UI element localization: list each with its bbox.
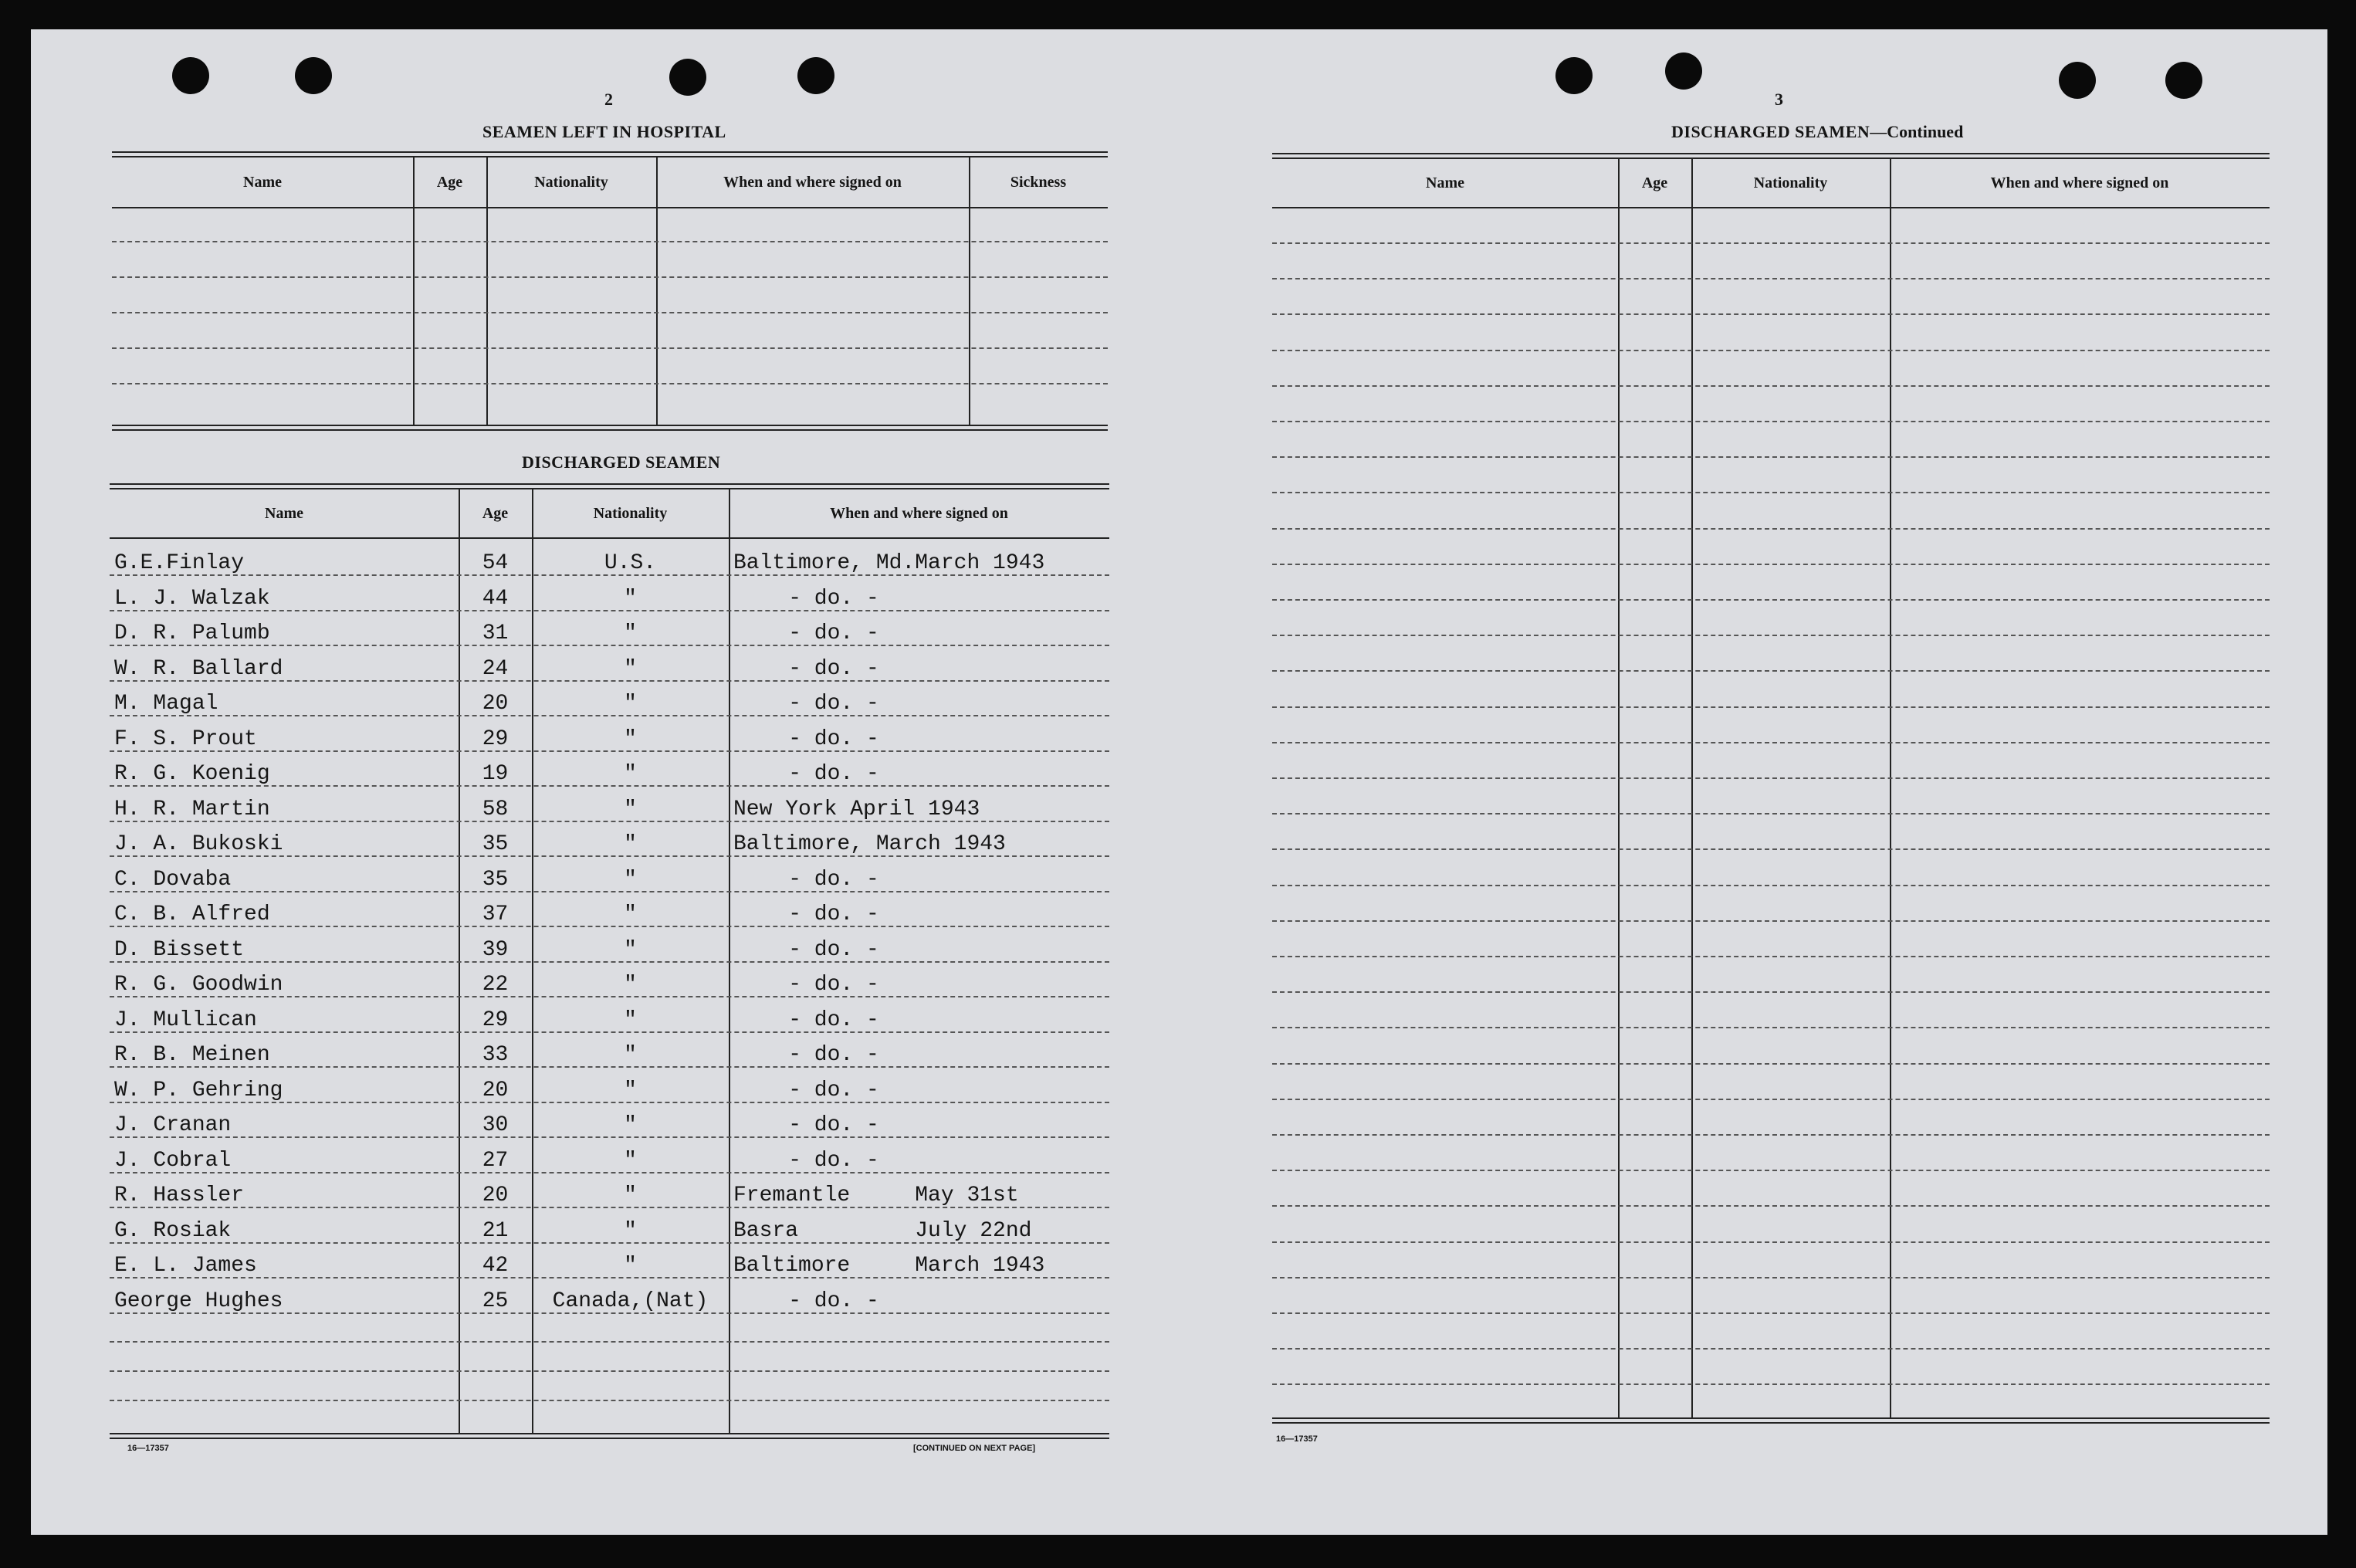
signed-on: - do. - [788,1289,879,1313]
seaman-nationality: " [624,1254,637,1278]
seaman-name: F. S. Prout [114,726,257,751]
seaman-name: R. B. Meinen [114,1043,270,1067]
binder-hole [1555,57,1593,94]
row-rule [1272,1383,2270,1385]
discharged-header-row [110,489,1109,539]
table-row [110,656,1109,681]
seaman-age: 37 [482,903,509,926]
seaman-nationality: " [624,832,637,856]
seaman-name: D. R. Palumb [114,621,270,645]
signed-on: Baltimore, Md.March 1943 [733,551,1045,575]
seaman-age: 25 [482,1289,509,1313]
col-signed-on-header: When and where signed on [1990,174,2169,191]
signed-on: - do. - [788,1148,879,1173]
rule [110,483,1109,485]
seaman-nationality: U.S. [604,551,657,575]
row-rule [110,1341,1109,1343]
seaman-nationality: " [624,586,637,611]
signed-on: - do. - [788,692,879,716]
seaman-name: M. Magal [114,692,218,716]
seaman-age: 35 [482,867,509,892]
row-rule [1272,385,2270,387]
seaman-nationality: " [624,621,637,645]
table-row [110,553,1109,574]
row-rule [1272,885,2270,886]
table-row [110,1185,1109,1207]
signed-on: Basra July 22nd [733,1218,1032,1243]
rule [1272,1417,2270,1419]
signed-on: - do. - [788,1113,879,1137]
rule [112,151,1108,153]
seaman-age: 24 [482,656,509,681]
table-row [110,588,1109,610]
page-number: 2 [604,90,613,109]
col-nationality-header: Nationality [593,504,668,522]
rule [1272,153,2270,154]
row-rule [1272,313,2270,315]
table-row [110,693,1109,715]
row-rule [112,241,1108,242]
row-rule [1272,492,2270,493]
seaman-nationality: " [624,1113,637,1137]
seaman-name: R. Hassler [114,1184,245,1207]
signed-on: Fremantle May 31st [733,1184,1019,1207]
seaman-name: D. Bissett [114,937,245,962]
row-rule [1272,1348,2270,1350]
col-nationality-header: Nationality [534,173,608,191]
seaman-age: 20 [482,692,509,716]
row-rule [1272,1027,2270,1028]
column-divider [1691,159,1693,1417]
discharged-title: DISCHARGED SEAMEN [522,452,721,472]
col-age-header: Age [1641,174,1668,191]
table-row [110,834,1109,855]
form-number: 16—17357 [127,1444,169,1453]
row-rule [1272,777,2270,779]
row-rule [110,1400,1109,1401]
row-rule [1272,1134,2270,1136]
row-rule [110,1136,1109,1138]
column-divider [969,157,970,425]
column-divider [656,157,658,425]
row-rule [1272,599,2270,601]
col-sickness-header: Sickness [1010,173,1067,191]
signed-on: - do. - [788,586,879,611]
col-name-header: Name [1426,174,1464,191]
binder-hole [2165,62,2202,99]
seaman-nationality: " [624,903,637,926]
row-rule [1272,1205,2270,1207]
table-row [110,1115,1109,1136]
binder-hole [797,57,834,94]
seaman-age: 31 [482,621,509,645]
seaman-nationality: " [624,937,637,962]
col-name-header: Name [265,504,303,522]
seaman-name: E. L. James [114,1254,257,1278]
title-suffix: —Continued [1870,122,1964,141]
seaman-name: G.E.Finlay [114,551,245,575]
row-rule [110,1031,1109,1033]
row-rule [110,1370,1109,1372]
form-number: 16—17357 [1276,1434,1318,1444]
table-row [110,764,1109,785]
signed-on: - do. - [788,1043,879,1067]
table-row [110,1080,1109,1102]
seaman-nationality: " [624,1218,637,1243]
row-rule [1272,421,2270,422]
row-rule [112,383,1108,384]
seaman-name: C. B. Alfred [114,903,270,926]
seaman-nationality: " [624,726,637,751]
seaman-name: G. Rosiak [114,1218,232,1243]
table-row [110,1255,1109,1277]
table-row [110,1218,1109,1243]
seaman-nationality: " [624,656,637,681]
seaman-nationality: " [624,867,637,892]
rule [110,1438,1109,1439]
row-rule [1272,635,2270,636]
row-rule [110,715,1109,716]
signed-on: - do. - [788,867,879,892]
row-rule [1272,278,2270,279]
signed-on: - do. - [788,726,879,751]
row-rule [1272,456,2270,458]
row-rule [112,312,1108,313]
table-row [110,1010,1109,1031]
seaman-name: George Hughes [114,1289,283,1313]
seaman-nationality: " [624,762,637,786]
row-rule [1272,1099,2270,1100]
row-rule [1272,1170,2270,1171]
binder-hole [669,59,706,96]
seaman-age: 58 [482,797,509,821]
signed-on: Baltimore March 1943 [733,1254,1045,1278]
row-rule [1272,528,2270,530]
row-rule [1272,920,2270,922]
seaman-name: C. Dovaba [114,867,232,892]
page-number: 3 [1775,90,1783,109]
seaman-nationality: " [624,1148,637,1173]
signed-on: - do. - [788,1008,879,1032]
column-divider [486,157,488,425]
seaman-age: 33 [482,1043,509,1067]
seaman-name: R. G. Goodwin [114,973,283,997]
col-signed-on-header: When and where signed on [830,504,1008,522]
signed-on: New York April 1943 [733,797,980,821]
row-rule [1272,1241,2270,1243]
continued-header-row [1272,159,2270,208]
seaman-name: J. A. Bukoski [114,832,283,856]
table-row [110,623,1109,645]
seaman-age: 29 [482,1008,509,1032]
seaman-age: 19 [482,762,509,786]
row-rule [1272,956,2270,957]
continued-title [1671,122,1963,142]
rule [112,425,1108,426]
row-rule [112,276,1108,278]
seaman-name: R. G. Koenig [114,762,270,786]
seaman-age: 54 [482,551,509,575]
binder-hole [172,57,209,94]
row-rule [1272,991,2270,993]
table-row [110,869,1109,891]
signed-on: - do. - [788,621,879,645]
seaman-age: 20 [482,1078,509,1102]
binder-hole [2059,62,2096,99]
row-rule [110,891,1109,892]
seaman-age: 42 [482,1254,509,1278]
seaman-age: 22 [482,973,509,997]
seaman-nationality: " [624,1008,637,1032]
seaman-name: L. J. Walzak [114,586,270,611]
seaman-age: 27 [482,1148,509,1173]
table-row [110,1291,1109,1312]
signed-on: - do. - [788,973,879,997]
seaman-nationality: Canada,(Nat) [552,1289,709,1313]
rule [110,1433,1109,1434]
col-age-header: Age [436,173,463,191]
seaman-name: W. R. Ballard [114,656,283,681]
row-rule [1272,564,2270,565]
seaman-nationality: " [624,1184,637,1207]
row-rule [112,347,1108,349]
seaman-age: 29 [482,726,509,751]
row-rule [1272,706,2270,708]
seaman-nationality: " [624,1078,637,1102]
table-row [110,1045,1109,1066]
seaman-age: 44 [482,586,509,611]
row-rule [110,750,1109,752]
table-row [110,904,1109,926]
seaman-age: 35 [482,832,509,856]
table-row [110,974,1109,996]
row-rule [1272,670,2270,672]
rule [1272,1422,2270,1424]
hospital-title: SEAMEN LEFT IN HOSPITAL [482,122,726,141]
hospital-table [112,151,1108,460]
seaman-age: 20 [482,1184,509,1207]
col-nationality-header: Nationality [1753,174,1828,191]
seaman-nationality: " [624,797,637,821]
signed-on: - do. - [788,1078,879,1102]
seaman-nationality: " [624,1043,637,1067]
row-rule [1272,848,2270,850]
signed-on: - do. - [788,903,879,926]
row-rule [1272,742,2270,743]
table-row [110,937,1109,962]
table-row [110,726,1109,751]
row-rule [1272,1277,2270,1278]
seaman-name: H. R. Martin [114,797,270,821]
row-rule [1272,813,2270,814]
row-rule [1272,1312,2270,1314]
seaman-nationality: " [624,692,637,716]
seaman-name: J. Mullican [114,1008,257,1032]
col-name-header: Name [243,173,282,191]
seaman-age: 39 [482,937,509,962]
seaman-nationality: " [624,973,637,997]
row-rule [1272,350,2270,351]
col-age-header: Age [482,504,509,522]
seaman-name: W. P. Gehring [114,1078,283,1102]
rule [112,429,1108,431]
row-rule [110,1172,1109,1173]
signed-on: - do. - [788,656,879,681]
column-divider [1618,159,1620,1417]
continued-table [1272,153,2270,1465]
seaman-age: 30 [482,1113,509,1137]
right-page [1189,29,2327,1535]
signed-on: - do. - [788,937,879,962]
seaman-name: J. Cranan [114,1113,232,1137]
binder-hole [1665,52,1702,90]
document-sheet [31,29,2327,1535]
column-divider [413,157,415,425]
row-rule [1272,1063,2270,1065]
binder-hole [295,57,332,94]
left-page [31,29,1189,1535]
title-main: DISCHARGED SEAMEN [1671,122,1870,141]
column-divider [1890,159,1891,1417]
table-row [110,799,1109,821]
signed-on: Baltimore, March 1943 [733,832,1006,856]
col-signed-on-header: When and where signed on [723,173,902,191]
seaman-age: 21 [482,1218,509,1243]
discharged-table [110,483,1109,1479]
signed-on: - do. - [788,762,879,786]
row-rule [110,961,1109,963]
row-rule [1272,242,2270,244]
table-row [110,1150,1109,1172]
seaman-name: J. Cobral [114,1148,232,1173]
hospital-header-row [112,157,1108,208]
continued-note: [CONTINUED ON NEXT PAGE] [913,1444,1036,1453]
